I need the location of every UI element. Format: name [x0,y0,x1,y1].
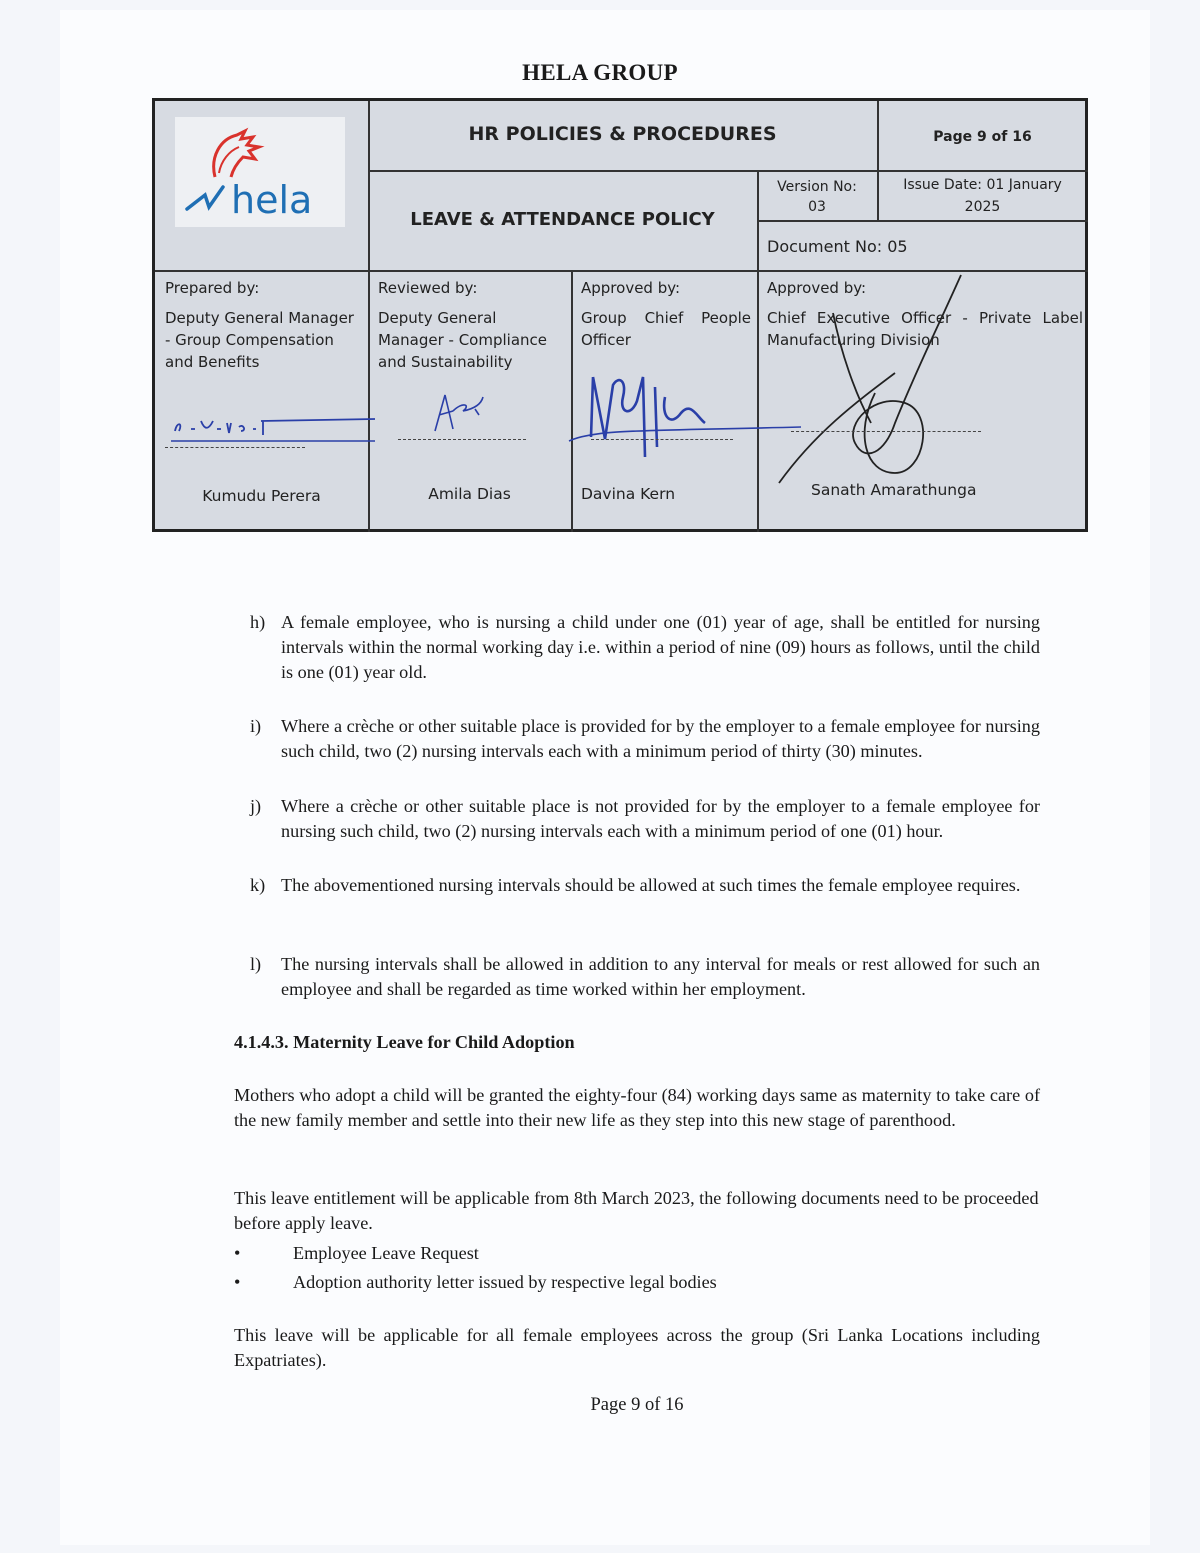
signature-sanath-amarathunga [775,273,995,493]
list-marker: i) [250,716,262,736]
prepared-by-role: Deputy General Manager - Group Compensation and Benefits [165,309,354,371]
list-marker: k) [250,875,266,895]
list-item-k [250,873,1040,898]
approved-by-name-1: Davina Kern [581,485,676,503]
list-item-l [250,952,1040,1002]
bullet-icon: • [234,1272,241,1292]
header-page-number: Page 9 of 16 [933,129,1032,145]
reviewed-by-signature-line [398,439,526,440]
list-item-i [250,714,1040,764]
document-header-table [152,98,1088,532]
list-item-text: The nursing intervals shall be allowed in addition to any interval for meals or rest allowed for such an employee and shall be regarded as time worked within her employment. [281,954,1040,999]
reviewed-by-role: Deputy General Manager - Compliance and Sustainability [378,309,547,371]
version-label: Version No: [777,179,857,195]
paragraph-adoption-leave: Mothers who adopt a child will be granted the eighty-four (84) working days same as maternity to take care of the new family member and settle into their new life as they step into this new stage of parenthood. [234,1085,1040,1130]
version-value: 03 [808,199,826,215]
list-item-text: Where a crèche or other suitable place is provided for by the employer to a female employee for nursing such child, two (2) nursing intervals each with a minimum period of thirty (30) minutes. [281,716,1040,761]
list-item-text: The abovementioned nursing intervals should be allowed at such times the female employee requires. [281,875,1021,895]
list-item-text: A female employee, who is nursing a child under one (01) year of age, shall be entitled for nursing intervals within the normal working day i.e. within a period of nine (09) hours as follows, until the child is one (01) year old. [281,612,1040,682]
svg-text:hela: hela [231,178,313,222]
prepared-by-label: Prepared by: [165,279,260,297]
approved-by-name-2: Sanath Amarathunga [811,481,977,499]
reviewed-by-label: Reviewed by: [378,279,478,297]
list-item-j [250,794,1040,844]
prepared-by-signature-line [165,447,305,448]
policy-title: LEAVE & ATTENDANCE POLICY [410,209,715,230]
list-item-text: Where a crèche or other suitable place is not provided for by the employer to a female employee for nursing such child, two (2) nursing intervals each with a minimum period of one (01) hour. [281,796,1040,841]
bullet-icon: • [234,1243,241,1263]
document-number: Document No: 05 [767,237,908,256]
approved-by-signature-line-2 [791,431,981,432]
prepared-by-name: Kumudu Perera [202,487,321,505]
approved-by-label-1: Approved by: [581,279,681,297]
approved-by-label-2: Approved by: [767,279,867,297]
hr-policies-title: HR POLICIES & PROCEDURES [468,123,777,145]
approved-by-role-1: Group Chief People Officer [581,309,751,349]
list-marker: h) [250,612,266,632]
approved-by-role-2: Chief Executive Officer - Private Label Manufacturing Division [767,309,1083,349]
signature-kumudu-perera [165,401,375,451]
paragraph-eligibility: This leave will be applicable for all female employees across the group (Sri Lanka Locations including Expatriates). [234,1325,1040,1370]
section-heading: 4.1.4.3. Maternity Leave for Child Adoption [234,1032,575,1052]
issue-date-label: Issue Date: 01 January [903,177,1062,193]
list-marker: j) [250,796,262,816]
company-title: HELA GROUP [522,60,678,85]
paragraph-applicability-date: This leave entitlement will be applicable from 8th March 2023, the following documents need to be proceeded before apply leave. [234,1188,1039,1233]
list-marker: l) [250,954,262,974]
hela-logo [175,117,345,227]
page-footer: Page 9 of 16 [590,1395,684,1415]
approved-by-signature-line-1 [591,439,733,440]
issue-date-value: 2025 [964,199,1001,215]
signature-amila-dias [423,387,503,437]
signature-davina-kern [565,357,805,467]
list-item-h [250,610,1040,685]
hela-logo-icon [175,117,345,227]
reviewed-by-name: Amila Dias [428,485,511,503]
